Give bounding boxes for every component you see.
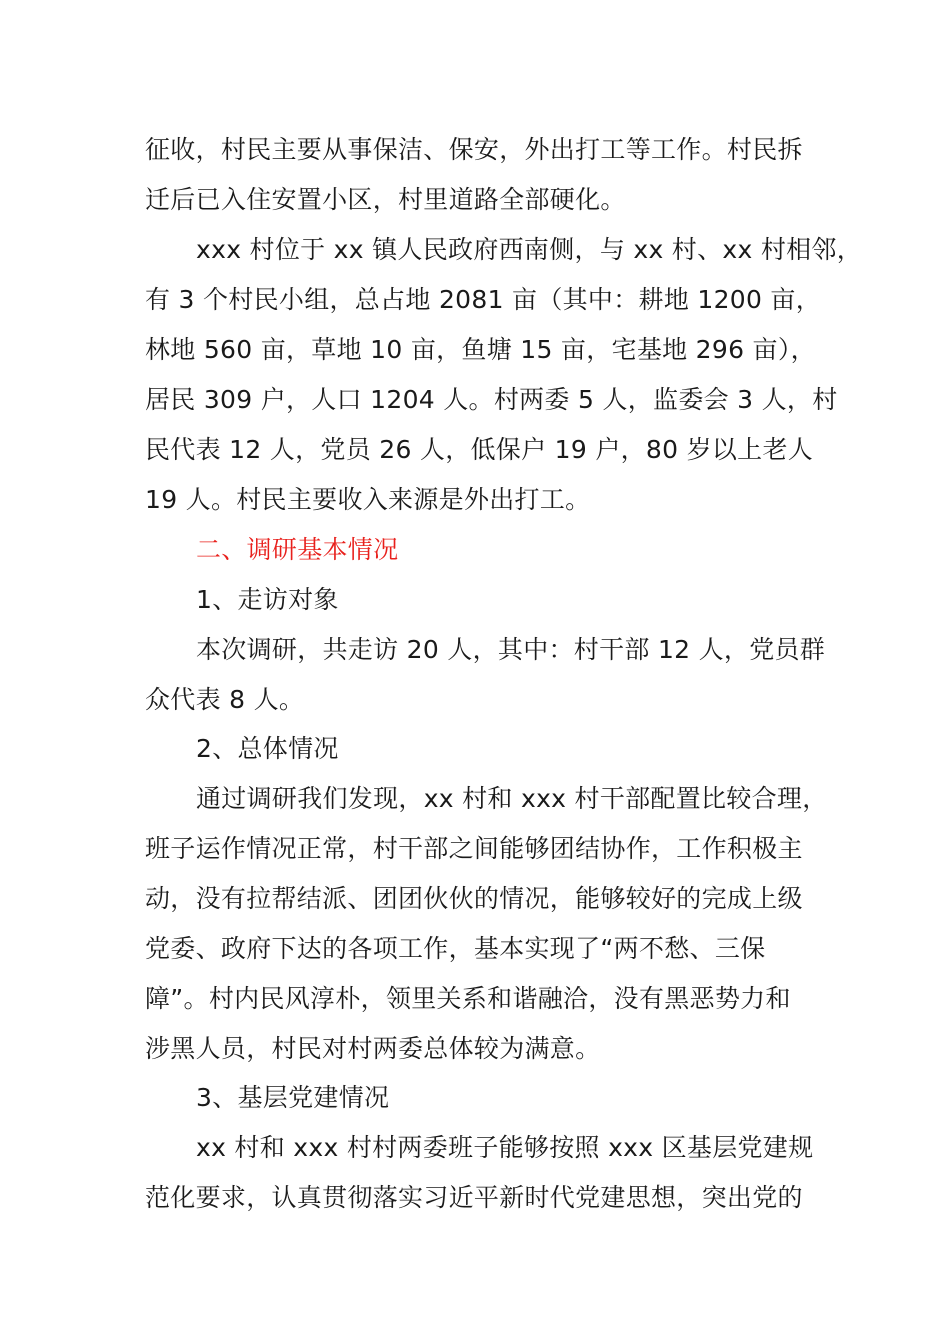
paragraph-line: 迁后已入住安置小区，村里道路全部硬化。	[145, 185, 626, 214]
sub-heading: 1、走访对象	[196, 585, 339, 614]
paragraph-line: 19 人。村民主要收入来源是外出打工。	[145, 485, 591, 514]
paragraph-line: 居民 309 户，人口 1204 人。村两委 5 人，监委会 3 人，村	[145, 385, 838, 414]
section-heading: 二、调研基本情况	[196, 535, 399, 564]
paragraph-line: 有 3 个村民小组，总占地 2081 亩（其中：耕地 1200 亩，	[145, 285, 822, 314]
paragraph-line: 动，没有拉帮结派、团团伙伙的情况，能够较好的完成上级	[145, 884, 803, 913]
paragraph-line: 范化要求，认真贯彻落实习近平新时代党建思想，突出党的	[145, 1183, 803, 1212]
paragraph-line: 障”。村内民风淳朴，领里关系和谐融洽，没有黑恶势力和	[145, 984, 791, 1013]
sub-heading: 2、总体情况	[196, 734, 339, 763]
paragraph-line: xxx 村位于 xx 镇人民政府西南侧，与 xx 村、xx 村相邻，	[196, 235, 863, 264]
paragraph-line: 通过调研我们发现，xx 村和 xxx 村干部配置比较合理，	[196, 784, 828, 813]
paragraph-line: xx 村和 xxx 村村两委班子能够按照 xxx 区基层党建规	[196, 1133, 814, 1162]
paragraph-line: 本次调研，共走访 20 人，其中：村干部 12 人，党员群	[196, 635, 826, 664]
paragraph-line: 党委、政府下达的各项工作，基本实现了“两不愁、三保	[145, 934, 766, 963]
paragraph-line: 涉黑人员，村民对村两委总体较为满意。	[145, 1034, 601, 1063]
paragraph-line: 众代表 8 人。	[145, 685, 305, 714]
sub-heading: 3、基层党建情况	[196, 1083, 390, 1112]
paragraph-line: 征收，村民主要从事保洁、保安，外出打工等工作。村民拆	[145, 135, 803, 164]
paragraph-line: 班子运作情况正常，村干部之间能够团结协作，工作积极主	[145, 834, 803, 863]
paragraph-line: 民代表 12 人，党员 26 人，低保户 19 户，80 岁以上老人	[145, 435, 814, 464]
paragraph-line: 林地 560 亩，草地 10 亩，鱼塘 15 亩，宅基地 296 亩），	[145, 335, 816, 364]
